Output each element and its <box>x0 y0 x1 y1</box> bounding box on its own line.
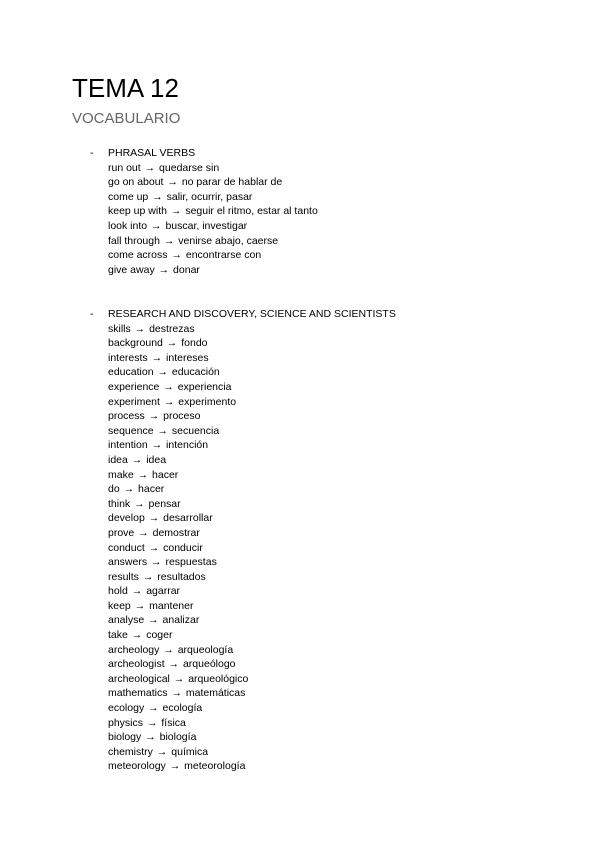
arrow-icon: → <box>170 205 182 218</box>
arrow-icon: → <box>148 541 160 554</box>
section-heading-row <box>90 307 570 322</box>
vocab-translation: desarrollar <box>163 512 213 525</box>
vocab-item <box>108 424 570 439</box>
arrow-icon: → <box>158 263 170 276</box>
vocab-item <box>108 511 570 526</box>
vocab-translation: respuestas <box>165 556 217 569</box>
vocab-translation: coger <box>146 629 173 642</box>
vocab-term: keep <box>108 599 131 612</box>
vocab-translation: salir, ocurrir, pasar <box>166 190 253 203</box>
vocab-translation: no parar de hablar de <box>181 176 283 189</box>
arrow-icon: → <box>145 731 156 744</box>
arrow-icon: → <box>156 745 168 758</box>
vocab-translation: química <box>171 745 209 758</box>
arrow-icon: → <box>151 219 162 232</box>
vocab-term: archeology <box>108 643 160 656</box>
vocab-term: come up <box>108 190 149 203</box>
vocab-item <box>108 219 570 234</box>
section-heading: PHRASAL VERBS <box>108 147 196 159</box>
arrow-icon: → <box>169 760 181 773</box>
vocab-term: make <box>108 468 134 481</box>
vocab-item <box>108 555 570 570</box>
arrow-icon: → <box>151 351 163 364</box>
arrow-icon: → <box>137 468 149 481</box>
arrow-icon: → <box>163 395 175 408</box>
vocab-translation: resultados <box>157 570 206 583</box>
vocab-translation: conducir <box>163 541 203 554</box>
vocab-term: look into <box>108 219 148 232</box>
arrow-icon: → <box>171 249 182 262</box>
vocab-term: background <box>108 337 163 350</box>
vocab-term: come across <box>108 249 168 262</box>
arrow-icon: → <box>157 366 168 379</box>
vocab-term: mathematics <box>108 687 168 700</box>
arrow-icon: → <box>138 526 149 539</box>
vocab-item <box>108 453 570 468</box>
vocab-term: biology <box>108 731 142 744</box>
vocab-item <box>108 322 570 337</box>
vocab-item <box>108 204 570 219</box>
section-research-science <box>90 307 570 774</box>
vocab-list <box>90 322 570 774</box>
vocab-translation: quedarse sin <box>159 161 220 174</box>
vocab-item <box>108 526 570 541</box>
vocab-translation: secuencia <box>171 424 220 437</box>
arrow-icon: → <box>163 234 175 247</box>
arrow-icon: → <box>151 556 162 569</box>
arrow-icon: → <box>123 483 135 496</box>
vocab-item <box>108 701 570 716</box>
vocab-term: chemistry <box>108 745 153 758</box>
vocab-term: give away <box>108 263 155 276</box>
vocab-item <box>108 175 570 190</box>
vocab-translation: fondo <box>181 337 208 350</box>
vocab-item <box>108 263 570 278</box>
vocab-translation: buscar, investigar <box>165 219 248 232</box>
arrow-icon: → <box>151 439 163 452</box>
arrow-icon: → <box>134 497 145 510</box>
vocab-translation: ecología <box>162 702 203 715</box>
vocab-item <box>108 482 570 497</box>
vocab-term: ecology <box>108 702 145 715</box>
vocab-term: archeological <box>108 672 170 685</box>
vocab-item <box>108 438 570 453</box>
arrow-icon: → <box>163 380 174 393</box>
arrow-icon: → <box>168 658 180 671</box>
page-title: TEMA 12 <box>72 73 179 103</box>
page-subtitle: VOCABULARIO <box>72 110 181 127</box>
vocab-item <box>108 657 570 672</box>
arrow-icon: → <box>166 337 178 350</box>
vocab-translation: hacer <box>152 468 179 481</box>
vocab-item <box>108 745 570 760</box>
vocab-item <box>108 395 570 410</box>
vocab-translation: arqueológico <box>188 672 249 685</box>
vocab-translation: venirse abajo, caerse <box>178 234 279 247</box>
vocab-term: hold <box>108 585 128 598</box>
vocab-item <box>108 570 570 585</box>
vocab-term: idea <box>108 453 128 466</box>
vocab-term: physics <box>108 716 144 729</box>
vocab-item <box>108 365 570 380</box>
vocab-translation: seguir el ritmo, estar al tanto <box>185 205 318 218</box>
vocab-term: keep up with <box>108 205 167 218</box>
vocab-translation: donar <box>173 263 200 276</box>
vocab-term: meteorology <box>108 760 166 773</box>
vocab-term: fall through <box>108 234 160 247</box>
vocab-item <box>108 672 570 687</box>
vocab-term: archeologist <box>108 658 165 671</box>
bullet-dash: - <box>90 147 94 159</box>
arrow-icon: → <box>134 322 146 335</box>
vocab-item <box>108 497 570 512</box>
vocab-term: experiment <box>108 395 160 408</box>
vocab-item <box>108 190 570 205</box>
arrow-icon: → <box>163 643 174 656</box>
vocab-translation: intención <box>166 439 209 452</box>
vocab-item <box>108 686 570 701</box>
vocab-translation: analizar <box>162 614 200 627</box>
vocab-item <box>108 409 570 424</box>
vocab-translation: encontrarse con <box>185 249 262 262</box>
arrow-icon: → <box>134 599 146 612</box>
vocab-term: prove <box>108 526 135 539</box>
arrow-icon: → <box>148 512 160 525</box>
vocab-translation: agarrar <box>146 585 181 598</box>
vocab-item <box>108 468 570 483</box>
arrow-icon: → <box>144 161 156 174</box>
vocab-item <box>108 161 570 176</box>
vocab-translation: hacer <box>138 483 165 496</box>
arrow-icon: → <box>152 190 163 203</box>
vocab-translation: destrezas <box>149 322 195 335</box>
vocab-term: interests <box>108 351 148 364</box>
vocab-item <box>108 234 570 249</box>
vocab-translation: mantener <box>149 599 194 612</box>
vocab-translation: meteorología <box>184 760 246 773</box>
vocab-item <box>108 336 570 351</box>
arrow-icon: → <box>148 614 159 627</box>
vocab-term: conduct <box>108 541 145 554</box>
vocab-term: think <box>108 497 131 510</box>
vocab-term: do <box>108 483 120 496</box>
vocab-translation: pensar <box>148 497 181 510</box>
vocab-item <box>108 584 570 599</box>
vocab-translation: biología <box>159 731 197 744</box>
vocab-term: answers <box>108 556 148 569</box>
vocab-term: experience <box>108 380 160 393</box>
arrow-icon: → <box>171 687 182 700</box>
vocab-translation: intereses <box>166 351 209 364</box>
arrow-icon: → <box>146 716 158 729</box>
vocab-term: go on about <box>108 176 164 189</box>
vocab-term: sequence <box>108 424 154 437</box>
vocab-item <box>108 613 570 628</box>
vocab-item <box>108 380 570 395</box>
vocab-item <box>108 759 570 774</box>
vocab-translation: idea <box>146 453 167 466</box>
arrow-icon: → <box>142 570 154 583</box>
vocab-item <box>108 351 570 366</box>
vocab-translation: experiencia <box>177 380 232 393</box>
vocab-translation: demostrar <box>152 526 200 539</box>
vocab-translation: experimento <box>178 395 237 408</box>
vocab-translation: física <box>161 716 186 729</box>
vocab-term: skills <box>108 322 131 335</box>
vocab-translation: arqueología <box>177 643 234 656</box>
vocab-list <box>90 161 570 278</box>
bullet-dash: - <box>90 308 94 320</box>
vocab-item <box>108 628 570 643</box>
section-heading-row <box>90 146 570 161</box>
vocab-translation: proceso <box>163 410 201 423</box>
vocab-translation: arqueólogo <box>182 658 236 671</box>
vocab-item <box>108 716 570 731</box>
arrow-icon: → <box>157 424 168 437</box>
arrow-icon: → <box>148 410 160 423</box>
vocab-item <box>108 248 570 263</box>
vocab-term: education <box>108 366 154 379</box>
vocab-item <box>108 599 570 614</box>
vocab-translation: matemáticas <box>185 687 246 700</box>
vocab-term: run out <box>108 161 141 174</box>
vocab-term: process <box>108 410 145 423</box>
arrow-icon: → <box>131 629 143 642</box>
vocab-term: develop <box>108 512 145 525</box>
vocab-term: intention <box>108 439 148 452</box>
vocab-term: analyse <box>108 614 145 627</box>
vocab-term: results <box>108 570 139 583</box>
vocab-term: take <box>108 629 128 642</box>
vocab-translation: educación <box>171 366 220 379</box>
arrow-icon: → <box>167 176 178 189</box>
arrow-icon: → <box>173 672 185 685</box>
vocab-item <box>108 730 570 745</box>
vocab-item <box>108 643 570 658</box>
section-heading: RESEARCH AND DISCOVERY, SCIENCE AND SCIENTISTS <box>108 308 396 320</box>
arrow-icon: → <box>131 585 143 598</box>
arrow-icon: → <box>148 702 159 715</box>
vocab-item <box>108 541 570 556</box>
arrow-icon: → <box>131 453 143 466</box>
section-phrasal-verbs <box>90 146 570 277</box>
